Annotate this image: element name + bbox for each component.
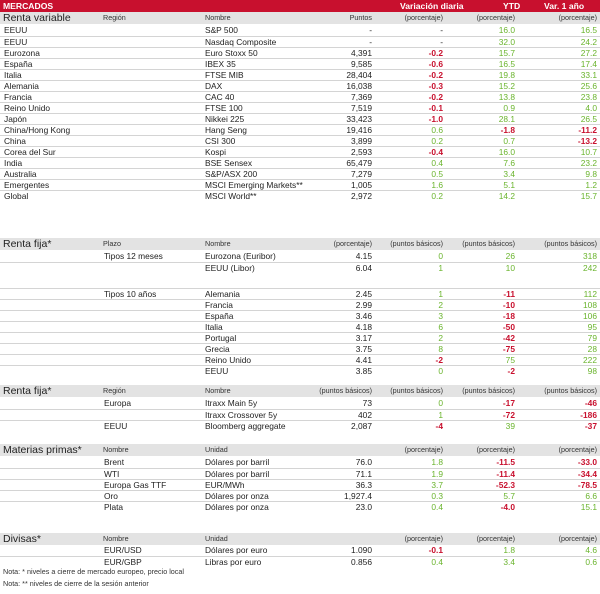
value-e: 28.1 <box>498 114 515 124</box>
value-f: -34.4 <box>577 469 597 479</box>
column-header: (porcentaje) <box>476 534 515 543</box>
value-e: 32.0 <box>498 37 515 47</box>
table-row <box>0 47 600 58</box>
value-c: 4,391 <box>351 48 372 58</box>
value-e: -17 <box>502 398 515 408</box>
value-c: 2.45 <box>355 289 372 299</box>
value-c: 2,087 <box>351 421 372 431</box>
value-f: 1.2 <box>585 180 597 190</box>
section-header-renta-fija-1 <box>0 238 600 250</box>
value-d: 2 <box>438 300 443 310</box>
column-header: Nombre <box>205 239 231 248</box>
value-c: 4.41 <box>355 355 372 365</box>
row-label: Tipos 10 años <box>104 289 157 299</box>
table-row <box>0 310 600 321</box>
value-f: 25.6 <box>580 81 597 91</box>
section-title: Renta variable <box>3 12 71 24</box>
column-header: (puntos básicos) <box>319 386 372 395</box>
table-row <box>0 501 600 512</box>
table-row <box>0 468 600 479</box>
table-row <box>0 321 600 332</box>
value-c: 36.3 <box>355 480 372 490</box>
row-name: Dólares por onza <box>205 502 269 512</box>
row-name: BSE Sensex <box>205 158 253 168</box>
value-e: 26 <box>505 251 515 261</box>
value-d: 1.8 <box>431 457 443 467</box>
value-e: 1.8 <box>503 545 515 555</box>
row-name: Itraxx Main 5y <box>205 398 258 408</box>
row-name: Dólares por barril <box>205 457 270 467</box>
table-row <box>0 409 600 420</box>
value-d: 0 <box>438 366 443 376</box>
value-d: 0.4 <box>431 502 443 512</box>
row-name: Dólares por barril <box>205 469 270 479</box>
column-header: Plazo <box>103 239 121 248</box>
table-row <box>0 420 600 431</box>
table-row <box>0 365 600 376</box>
value-c: 33,423 <box>346 114 372 124</box>
section-title: Renta fija* <box>3 238 52 250</box>
value-c: 16,038 <box>346 81 372 91</box>
value-f: 27.2 <box>580 48 597 58</box>
value-e: -42 <box>502 333 515 343</box>
value-d: -0.1 <box>428 545 443 555</box>
value-d: -0.3 <box>428 81 443 91</box>
row-name: CAC 40 <box>205 92 235 102</box>
table-row <box>0 146 600 157</box>
row-name: Francia <box>205 300 233 310</box>
value-e: 16.5 <box>498 59 515 69</box>
value-c: 65,479 <box>346 158 372 168</box>
value-d: -2 <box>435 355 443 365</box>
section-title: Materias primas* <box>3 444 82 456</box>
row-name: IBEX 35 <box>205 59 236 69</box>
column-header: (porcentaje) <box>476 13 515 22</box>
markets-header-bar <box>0 0 600 12</box>
value-e: -52.3 <box>495 480 515 490</box>
value-e: 0.9 <box>503 103 515 113</box>
row-name: EUR/MWh <box>205 480 245 490</box>
value-e: 13.8 <box>498 92 515 102</box>
row-label: España <box>4 59 33 69</box>
value-e: 15.2 <box>498 81 515 91</box>
section-title: Divisas* <box>3 533 41 545</box>
value-f: 10.7 <box>580 147 597 157</box>
column-header: Nombre <box>205 386 231 395</box>
value-e: 3.4 <box>503 557 515 567</box>
value-d: 6 <box>438 322 443 332</box>
section-header-divisas <box>0 533 600 545</box>
column-header: (porcentaje) <box>404 534 443 543</box>
column-header: Unidad <box>205 534 228 543</box>
row-label: EEUU <box>4 25 28 35</box>
row-label: Brent <box>104 457 125 467</box>
section-header-materias-primas <box>0 444 600 456</box>
table-row <box>0 179 600 190</box>
value-f: 6.6 <box>585 491 597 501</box>
row-label: Europa <box>104 398 132 408</box>
value-c: 1,927.4 <box>344 491 372 501</box>
value-f: 17.4 <box>580 59 597 69</box>
value-e: -18 <box>502 311 515 321</box>
value-f: 15.7 <box>580 191 597 201</box>
value-d: -0.2 <box>428 70 443 80</box>
row-name: S&P/ASX 200 <box>205 169 258 179</box>
row-name: Italia <box>205 322 223 332</box>
value-d: 1 <box>438 289 443 299</box>
row-label: Reino Unido <box>4 103 51 113</box>
table-row <box>0 168 600 179</box>
row-name: Euro Stoxx 50 <box>205 48 258 58</box>
value-f: 98 <box>587 366 597 376</box>
value-f: 318 <box>583 251 597 261</box>
section-header-renta-fija-2 <box>0 385 600 397</box>
value-f: -186 <box>580 410 597 420</box>
row-label: WTI <box>104 469 120 479</box>
value-e: 5.7 <box>503 491 515 501</box>
value-d: -0.2 <box>428 92 443 102</box>
value-e: -11.4 <box>496 469 515 479</box>
value-d: 1.9 <box>431 469 443 479</box>
row-label: Alemania <box>4 81 39 91</box>
col-header-ytd: YTD <box>503 1 521 11</box>
value-c: 2,972 <box>351 191 372 201</box>
column-header: (porcentaje) <box>404 445 443 454</box>
value-c: - <box>369 25 372 35</box>
column-header: (porcentaje) <box>404 13 443 22</box>
value-f: 23.8 <box>580 92 597 102</box>
row-name: MSCI Emerging Markets** <box>205 180 303 190</box>
value-e: 19.8 <box>498 70 515 80</box>
value-c: - <box>369 37 372 47</box>
column-header: (porcentaje) <box>476 445 515 454</box>
row-name: Alemania <box>205 289 240 299</box>
table-row <box>0 80 600 91</box>
value-e: 5.1 <box>503 180 515 190</box>
table-row <box>0 190 600 201</box>
value-f: -46 <box>584 398 597 408</box>
column-header: (puntos básicos) <box>390 386 443 395</box>
value-f: -37 <box>584 421 597 431</box>
value-d: 0.6 <box>431 125 443 135</box>
value-e: 75 <box>505 355 515 365</box>
value-c: 76.0 <box>355 457 372 467</box>
value-f: 33.1 <box>580 70 597 80</box>
table-row <box>0 58 600 69</box>
row-name: Libras por euro <box>205 557 262 567</box>
value-c: 28,404 <box>346 70 372 80</box>
value-e: 15.7 <box>498 48 515 58</box>
value-d: -0.4 <box>428 147 443 157</box>
table-row <box>0 479 600 490</box>
value-c: 7,369 <box>351 92 372 102</box>
value-e: 16.0 <box>498 25 515 35</box>
row-label: Tipos 12 meses <box>104 251 163 261</box>
table-row <box>0 490 600 501</box>
value-d: -4 <box>435 421 443 431</box>
value-f: 16.5 <box>580 25 597 35</box>
footnote-1: Nota: * niveles a cierre de mercado europeo, precio local <box>3 567 184 576</box>
row-name: Hang Seng <box>205 125 247 135</box>
value-f: 15.1 <box>580 502 597 512</box>
value-d: 0.2 <box>431 191 443 201</box>
row-name: Eurozona (Euribor) <box>205 251 276 261</box>
value-d: -1.0 <box>428 114 443 124</box>
value-f: 24.2 <box>580 37 597 47</box>
value-f: -13.2 <box>577 136 597 146</box>
row-name: Nasdaq Composite <box>205 37 277 47</box>
column-header: Región <box>103 386 126 395</box>
row-name: FTSE 100 <box>205 103 243 113</box>
value-e: 39 <box>505 421 515 431</box>
value-c: 9,585 <box>351 59 372 69</box>
row-name: Reino Unido <box>205 355 252 365</box>
row-name: MSCI World** <box>205 191 257 201</box>
row-name: EEUU (Libor) <box>205 263 255 273</box>
row-label: Australia <box>4 169 37 179</box>
table-row <box>0 251 600 262</box>
value-c: 1.090 <box>351 545 372 555</box>
row-label: Japón <box>4 114 27 124</box>
value-d: 3.7 <box>431 480 443 490</box>
row-label: Eurozona <box>4 48 40 58</box>
row-label: EUR/GBP <box>104 557 142 567</box>
column-header: Puntos <box>349 13 372 22</box>
value-d: - <box>440 25 443 35</box>
value-e: 3.4 <box>503 169 515 179</box>
value-c: 0.856 <box>351 557 372 567</box>
row-label: Europa Gas TTF <box>104 480 167 490</box>
row-label: China/Hong Kong <box>4 125 71 135</box>
column-header: (puntos básicos) <box>544 386 597 395</box>
value-d: 0.2 <box>431 136 443 146</box>
value-c: 3.85 <box>355 366 372 376</box>
row-name: DAX <box>205 81 223 91</box>
value-d: 1 <box>438 410 443 420</box>
value-d: 8 <box>438 344 443 354</box>
row-name: Grecia <box>205 344 230 354</box>
section-title: Renta fija* <box>3 385 52 397</box>
value-c: 4.15 <box>355 251 372 261</box>
value-c: 2.99 <box>355 300 372 310</box>
row-label: India <box>4 158 23 168</box>
column-header: (porcentaje) <box>558 534 597 543</box>
value-f: 26.5 <box>580 114 597 124</box>
value-c: 3.17 <box>355 333 372 343</box>
value-f: -78.5 <box>577 480 597 490</box>
row-label: Corea del Sur <box>4 147 56 157</box>
value-c: 7,279 <box>351 169 372 179</box>
value-c: 3.75 <box>355 344 372 354</box>
value-e: -72 <box>502 410 515 420</box>
value-f: 106 <box>583 311 597 321</box>
value-f: -11.2 <box>578 125 597 135</box>
row-label: Global <box>4 191 29 201</box>
table-row <box>0 124 600 135</box>
row-label: EEUU <box>4 37 28 47</box>
value-e: 0.7 <box>503 136 515 146</box>
value-f: -33.0 <box>577 457 597 467</box>
value-e: 7.6 <box>503 158 515 168</box>
table-row <box>0 262 600 273</box>
table-row <box>0 332 600 343</box>
value-d: 0.3 <box>431 491 443 501</box>
value-e: -11 <box>503 289 515 299</box>
value-c: 402 <box>358 410 372 420</box>
row-name: S&P 500 <box>205 25 238 35</box>
value-d: 0 <box>438 251 443 261</box>
table-row <box>0 288 600 299</box>
row-name: FTSE MIB <box>205 70 244 80</box>
col-header-variacion-diaria: Variación diaria <box>400 1 464 11</box>
value-d: 1 <box>438 263 443 273</box>
column-header: (porcentaje) <box>333 239 372 248</box>
value-f: 0.6 <box>585 557 597 567</box>
row-name: Dólares por euro <box>205 545 268 555</box>
value-c: 1,005 <box>351 180 372 190</box>
value-f: 9.8 <box>585 169 597 179</box>
row-label: Plata <box>104 502 124 512</box>
table-row <box>0 91 600 102</box>
footnotes <box>3 566 184 590</box>
row-label: Emergentes <box>4 180 50 190</box>
table-row <box>0 25 600 36</box>
row-name: Portugal <box>205 333 237 343</box>
value-e: 16.0 <box>498 147 515 157</box>
row-label: Francia <box>4 92 32 102</box>
value-e: -1.8 <box>500 125 515 135</box>
value-d: 0.4 <box>431 557 443 567</box>
column-header: Nombre <box>103 445 129 454</box>
value-d: -0.2 <box>428 48 443 58</box>
table-row <box>0 457 600 468</box>
row-name: Itraxx Crossover 5y <box>205 410 278 420</box>
section-header-renta-variable <box>0 12 600 24</box>
column-header: (puntos básicos) <box>462 386 515 395</box>
table-row <box>0 354 600 365</box>
table-row <box>0 343 600 354</box>
table-row <box>0 299 600 310</box>
value-f: 242 <box>583 263 597 273</box>
value-f: 112 <box>583 289 597 299</box>
value-d: 0.5 <box>431 169 443 179</box>
row-label: EEUU <box>104 421 128 431</box>
table-row <box>0 113 600 124</box>
value-d: -0.6 <box>428 59 443 69</box>
value-f: 4.0 <box>585 103 597 113</box>
row-name: Nikkei 225 <box>205 114 245 124</box>
column-header: (puntos básicos) <box>390 239 443 248</box>
column-header: (puntos básicos) <box>544 239 597 248</box>
col-header-var-anio: Var. 1 año <box>544 1 585 11</box>
table-row <box>0 545 600 556</box>
value-d: 3 <box>438 311 443 321</box>
table-row <box>0 69 600 80</box>
column-header: (puntos básicos) <box>462 239 515 248</box>
markets-title: MERCADOS <box>3 1 54 11</box>
table-row <box>0 102 600 113</box>
table-row <box>0 135 600 146</box>
value-f: 95 <box>587 322 597 332</box>
row-name: Dólares por onza <box>205 491 269 501</box>
value-c: 19,416 <box>346 125 372 135</box>
row-name: Kospi <box>205 147 226 157</box>
value-c: 71.1 <box>355 469 372 479</box>
value-f: 4.6 <box>585 545 597 555</box>
row-name: EEUU <box>205 366 229 376</box>
value-e: -10 <box>502 300 515 310</box>
column-header: Nombre <box>205 13 231 22</box>
value-c: 3,899 <box>351 136 372 146</box>
value-c: 4.18 <box>355 322 372 332</box>
value-e: 14.2 <box>498 191 515 201</box>
column-header: Nombre <box>103 534 129 543</box>
column-header: Región <box>103 13 126 22</box>
value-e: -4.0 <box>500 502 515 512</box>
row-label: China <box>4 136 26 146</box>
value-f: 222 <box>583 355 597 365</box>
column-header: Unidad <box>205 445 228 454</box>
row-label: Oro <box>104 491 118 501</box>
value-d: -0.1 <box>428 103 443 113</box>
value-e: -50 <box>502 322 515 332</box>
row-name: Bloomberg aggregate <box>205 421 286 431</box>
footnote-2: Nota: ** niveles de cierre de la sesión anterior <box>3 579 149 588</box>
value-c: 73 <box>362 398 372 408</box>
value-e: -11.5 <box>496 457 515 467</box>
value-c: 3.46 <box>355 311 372 321</box>
table-row <box>0 398 600 409</box>
row-name: CSI 300 <box>205 136 236 146</box>
value-e: -75 <box>502 344 515 354</box>
value-e: -2 <box>507 366 515 376</box>
value-d: 0.4 <box>431 158 443 168</box>
value-d: 2 <box>438 333 443 343</box>
value-f: 108 <box>583 300 597 310</box>
column-header: (porcentaje) <box>558 13 597 22</box>
value-c: 6.04 <box>355 263 372 273</box>
value-f: 28 <box>587 344 597 354</box>
value-e: 10 <box>505 263 515 273</box>
row-name: España <box>205 311 234 321</box>
table-row <box>0 157 600 168</box>
value-f: 23.2 <box>580 158 597 168</box>
row-label: Italia <box>4 70 22 80</box>
column-header: (porcentaje) <box>558 445 597 454</box>
row-label: EUR/USD <box>104 545 142 555</box>
value-c: 7,519 <box>351 103 372 113</box>
value-d: 0 <box>438 398 443 408</box>
table-row <box>0 36 600 47</box>
value-f: 79 <box>587 333 597 343</box>
value-d: - <box>440 37 443 47</box>
value-c: 2,593 <box>351 147 372 157</box>
value-c: 23.0 <box>355 502 372 512</box>
value-d: 1.6 <box>431 180 443 190</box>
